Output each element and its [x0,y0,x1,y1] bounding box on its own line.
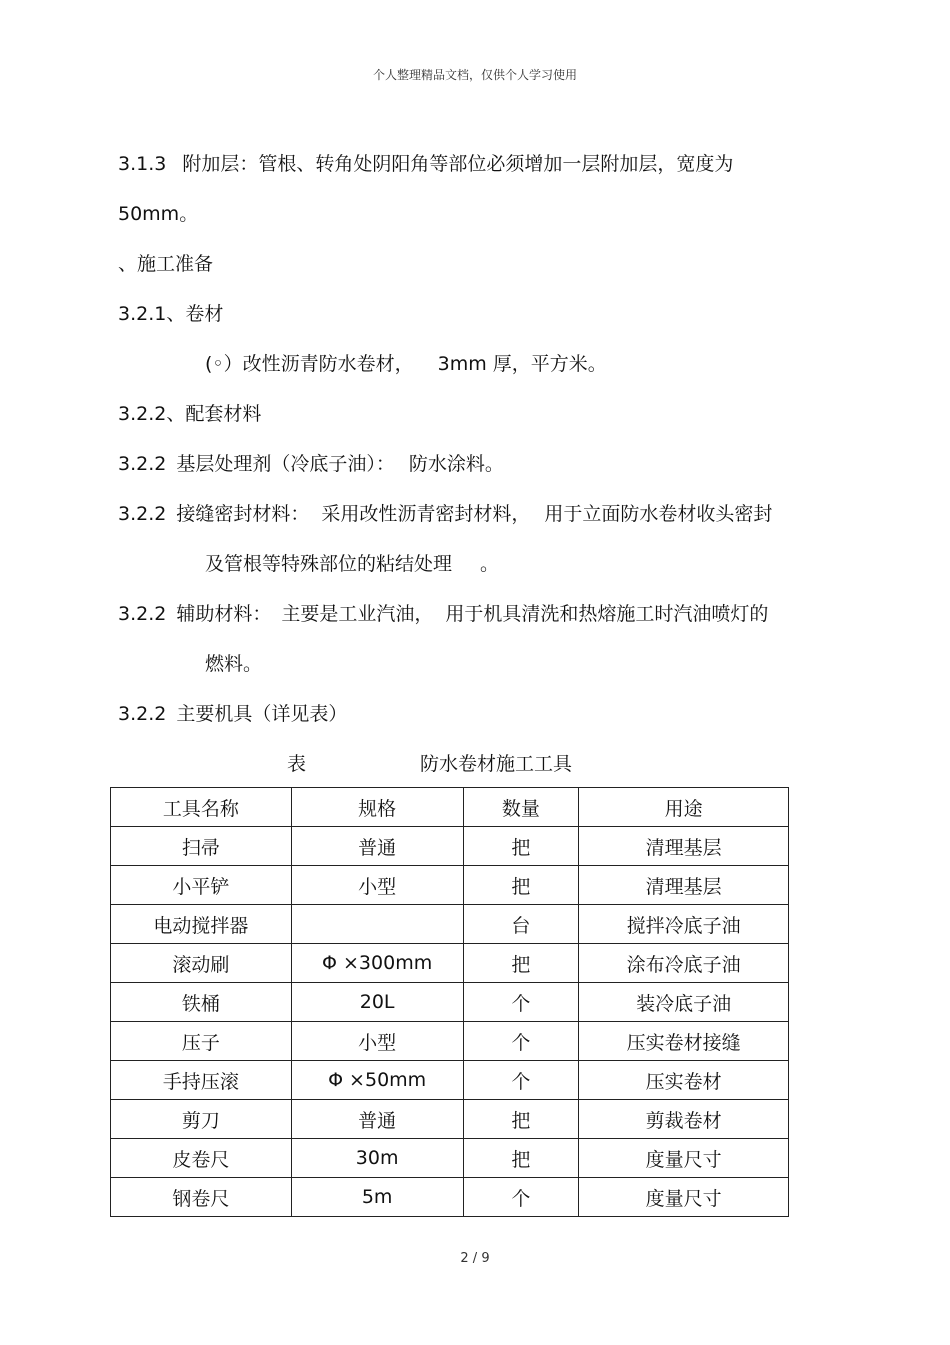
table-cell: 剪裁卷材 [579,1100,789,1139]
table-cell: 小型 [291,866,463,905]
paragraph-machinery [118,702,347,726]
table-row [111,1022,789,1061]
paragraph-sealant [118,502,772,526]
table-row [111,944,789,983]
table-caption-title: 防水卷材施工工具 [420,753,573,775]
membrane-item-text: (◦）改性沥青防水卷材， [205,353,414,375]
table-cell: 清理基层 [579,866,789,905]
paragraph-text: 主要机具（详见表） [176,703,348,725]
paragraph-text: 及管根等特殊部位的粘结处理 [205,553,453,575]
table-cell: 装冷底子油 [579,983,789,1022]
table-cell: 剪刀 [111,1100,292,1139]
table-cell: 30m [291,1139,463,1178]
table-cell: 小型 [291,1022,463,1061]
table-cell: 压实卷材接缝 [579,1022,789,1061]
table-cell: 把 [463,866,579,905]
paragraph-text: 防水涂料。 [408,453,504,475]
paragraph-text: 用于立面防水卷材收头密封 [544,503,773,525]
table-row [111,1139,789,1178]
paragraph-text: 接缝密封材料： [176,503,310,525]
table-cell: 皮卷尺 [111,1139,292,1178]
section-heading-3-2-1: 3.2.1、卷材 [118,303,224,325]
paragraph-text: 用于机具清洗和热熔施工时汽油喷灯的 [445,603,769,625]
table-cell: 普通 [291,1100,463,1139]
table-cell: Φ ×50mm [291,1061,463,1100]
column-header: 规格 [291,788,463,827]
table-cell: 5m [291,1178,463,1217]
column-header: 工具名称 [111,788,292,827]
paragraph-auxiliary-continuation: 燃料。 [205,653,263,675]
paragraph-3-1-3-continuation: 50mm。 [118,203,199,225]
page-header: 个人整理精品文档，仅供个人学习使用 [372,68,577,82]
section-number: 3.1.3 [118,153,167,175]
table-cell: 搅拌冷底子油 [579,905,789,944]
table-cell: 涂布冷底子油 [579,944,789,983]
table-cell: 压实卷材 [579,1061,789,1100]
table-cell: 度量尺寸 [579,1178,789,1217]
tools-table [110,787,789,1217]
table-cell: 把 [463,1139,579,1178]
table-cell: 扫帚 [111,827,292,866]
table-row [111,905,789,944]
table-cell: 清理基层 [579,827,789,866]
section-number: 3.2.2 [118,503,167,525]
table-cell: Φ ×300mm [291,944,463,983]
paragraph-text: 主要是工业汽油， [281,603,434,625]
paragraph-auxiliary [118,602,768,626]
paragraph-3-1-3 [118,152,733,176]
table-cell: 小平铲 [111,866,292,905]
table-cell: 电动搅拌器 [111,905,292,944]
table-header-row [111,788,789,827]
membrane-item [205,352,607,376]
table-cell: 个 [463,1061,579,1100]
section-heading-3-2-2: 3.2.2、配套材料 [118,403,262,425]
table-cell: 把 [463,827,579,866]
table-row [111,1100,789,1139]
paragraph-text: 基层处理剂（冷底子油）： [176,453,395,475]
table-cell: 把 [463,944,579,983]
table-cell: 普通 [291,827,463,866]
table-cell: 滚动刷 [111,944,292,983]
table-row [111,1061,789,1100]
table-cell: 个 [463,1022,579,1061]
page-number: 2 / 9 [460,1251,490,1266]
paragraph-primer [118,452,504,476]
table-cell: 把 [463,1100,579,1139]
table-cell: 度量尺寸 [579,1139,789,1178]
membrane-item-spec: 3mm 厚，平方米。 [437,353,607,375]
table-caption-label: 表 [287,753,307,775]
table-cell: 钢卷尺 [111,1178,292,1217]
paragraph-text: 辅助材料： [176,603,272,625]
column-header: 用途 [579,788,789,827]
paragraph-text: 附加层：管根、转角处阴阳角等部位必须增加一层附加层，宽度为 [182,153,734,175]
table-cell: 铁桶 [111,983,292,1022]
table-row [111,983,789,1022]
table-row [111,866,789,905]
section-number: 3.2.2 [118,453,167,475]
table-cell: 个 [463,983,579,1022]
paragraph-sealant-continuation [205,552,499,576]
section-number: 3.2.2 [118,703,167,725]
table-cell: 台 [463,905,579,944]
section-heading-preparation: 、施工准备 [118,253,214,275]
column-header: 数量 [463,788,579,827]
paragraph-text: 。 [480,553,500,575]
table-cell: 压子 [111,1022,292,1061]
paragraph-text: 采用改性沥青密封材料， [321,503,531,525]
table-cell [291,905,463,944]
table-row [111,827,789,866]
table-row [111,1178,789,1217]
table-cell: 个 [463,1178,579,1217]
section-number: 3.2.2 [118,603,167,625]
table-cell: 20L [291,983,463,1022]
table-cell: 手持压滚 [111,1061,292,1100]
